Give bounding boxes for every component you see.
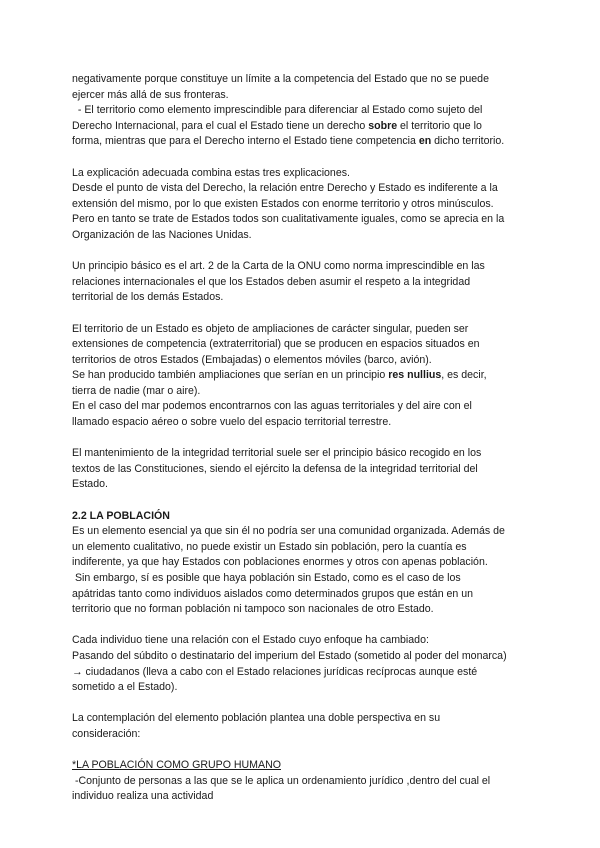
text-run: relaciones internacionales el que los Estados deben asumir el respeto a la integridad <box>72 275 471 288</box>
text-line <box>72 337 530 353</box>
text-run: indiferente, ya que hay Estados con poblaciones enormes y otros con apenas población. <box>72 556 488 569</box>
text-line <box>72 197 530 213</box>
text-run: La contemplación del elemento población plantea una doble perspectiva en su <box>72 712 441 725</box>
text-run: Organización de las Naciones Unidas. <box>72 228 252 241</box>
text-run: Sin embargo, sí es posible que haya población sin Estado, como es el caso de los <box>72 572 461 584</box>
text-run: tierra de nadie (mar o aire). <box>72 384 201 397</box>
text-line <box>72 555 530 571</box>
text-run: llamado espacio aéreo o sobre vuelo del espacio territorial terrestre. <box>72 416 392 429</box>
text-line <box>72 415 530 431</box>
paragraph <box>72 259 530 306</box>
text-line <box>72 477 530 493</box>
text-line <box>72 88 530 104</box>
text-line <box>72 275 530 291</box>
text-line <box>72 540 530 556</box>
text-line <box>72 259 530 275</box>
text-run: Un principio básico es el art. 2 de la Carta de la ONU como norma imprescindible en las <box>72 260 485 273</box>
text-line <box>72 789 530 805</box>
text-line <box>72 166 530 182</box>
text-run: individuo realiza una actividad <box>72 790 214 803</box>
text-run: Desde el punto de vista del Derecho, la relación entre Derecho y Estado es indiferente a la <box>72 182 498 195</box>
text-line <box>72 571 530 587</box>
text-line <box>72 602 530 618</box>
text-run: Derecho Internacional, para el cual el Estado tiene un derecho <box>72 119 369 132</box>
bold-text: res nullius <box>388 369 442 382</box>
text-run: Pasando del súbdito o destinatario del imperium del Estado (sometido al poder del monarca) <box>72 649 507 662</box>
text-line <box>72 72 530 88</box>
text-line <box>72 322 530 338</box>
text-run: Cada individuo tiene una relación con el Estado cuyo enfoque ha cambiado: <box>72 634 429 647</box>
text-line <box>72 228 530 244</box>
text-run: extensión del mismo, por lo que existen Estados con enorme territorio y otros minúsculos. <box>72 197 494 210</box>
text-line <box>72 181 530 197</box>
text-line <box>72 649 530 665</box>
text-run: extensiones de competencia (extraterritorial) que se producen en espacios situados en <box>72 338 480 351</box>
text-run: Es un elemento esencial ya que sin él no podría ser una comunidad organizada. Además de <box>72 525 505 538</box>
text-line <box>72 290 530 306</box>
text-line <box>72 665 530 681</box>
text-line <box>72 524 530 540</box>
text-run: territorial de los demás Estados. <box>72 291 224 304</box>
text-run: ejercer más allá de sus fronteras. <box>72 88 229 101</box>
paragraph <box>72 446 530 493</box>
text-line <box>72 134 530 150</box>
text-run: territorio que no forman población ni tampoco son nacionales de otro Estado. <box>72 603 434 616</box>
text-run: En el caso del mar podemos encontrarnos con las aguas territoriales y del aire con el <box>72 400 472 413</box>
text-run: , es decir, <box>441 369 487 382</box>
text-run: textos de las Constituciones, siendo el ejército la defensa de la integridad territorial del <box>72 462 478 475</box>
text-line <box>72 103 530 119</box>
text-run: apátridas tanto como individuos aislados como determinados grupos que están en un <box>72 587 474 600</box>
text-run: territorios de otros Estados (Embajadas) o elementos móviles (barco, avión). <box>72 353 432 366</box>
text-line <box>72 727 530 743</box>
bold-text: en <box>418 135 432 148</box>
text-line <box>72 587 530 603</box>
text-line <box>72 119 530 135</box>
text-line <box>72 384 530 400</box>
text-run: Se han producido también ampliaciones que serían en un principio <box>72 369 389 382</box>
text-run: forma, mientras que para el Derecho interno el Estado tiene competencia <box>72 135 419 148</box>
paragraph <box>72 166 530 244</box>
bold-text: sobre <box>368 119 398 132</box>
text-line <box>72 368 530 384</box>
text-line <box>72 774 530 790</box>
text-line <box>72 462 530 478</box>
text-run: consideración: <box>72 727 141 740</box>
paragraph <box>72 509 530 618</box>
text-run: Pero en tanto se trate de Estados todos son cualitativamente iguales, como se aprecia en la <box>72 213 505 226</box>
section-heading: 2.2 LA POBLACIÓN <box>72 509 170 522</box>
text-line <box>72 680 530 696</box>
text-line <box>72 212 530 228</box>
text-line <box>72 633 530 649</box>
paragraph <box>72 633 530 695</box>
underlined-text: *LA POBLACIÓN COMO GRUPO HUMANO <box>72 759 281 772</box>
paragraph <box>72 758 530 805</box>
text-run: negativamente porque constituye un límite a la competencia del Estado que no se puede <box>72 73 489 85</box>
paragraph <box>72 711 530 742</box>
text-run: - El territorio como elemento imprescindible para diferenciar al Estado como sujeto del <box>72 104 483 117</box>
text-run: sometido a el Estado). <box>72 681 178 694</box>
text-run: La explicación adecuada combina estas tres explicaciones. <box>72 166 350 179</box>
paragraph <box>72 322 530 431</box>
text-run: Estado. <box>72 478 108 491</box>
text-line <box>72 353 530 369</box>
text-line <box>72 758 530 774</box>
text-line <box>72 446 530 462</box>
paragraph <box>72 72 530 150</box>
text-run: un elemento cualitativo, no puede existir un Estado sin población, pero la cuantía es <box>72 540 467 553</box>
text-line <box>72 711 530 727</box>
text-run: dicho territorio. <box>431 135 505 148</box>
text-run: el territorio que lo <box>397 119 482 132</box>
text-line <box>72 399 530 415</box>
text-run: -Conjunto de personas a las que se le aplica un ordenamiento jurídico ,dentro del cual el <box>72 774 491 787</box>
text-run: El mantenimiento de la integridad territorial suele ser el principio básico recogido en los <box>72 447 482 460</box>
text-run: El territorio de un Estado es objeto de ampliaciones de carácter singular, pueden ser <box>72 322 469 335</box>
text-run: → ciudadanos (lleva a cabo con el Estado relaciones jurídicas recíprocas aunque esté <box>72 665 478 678</box>
